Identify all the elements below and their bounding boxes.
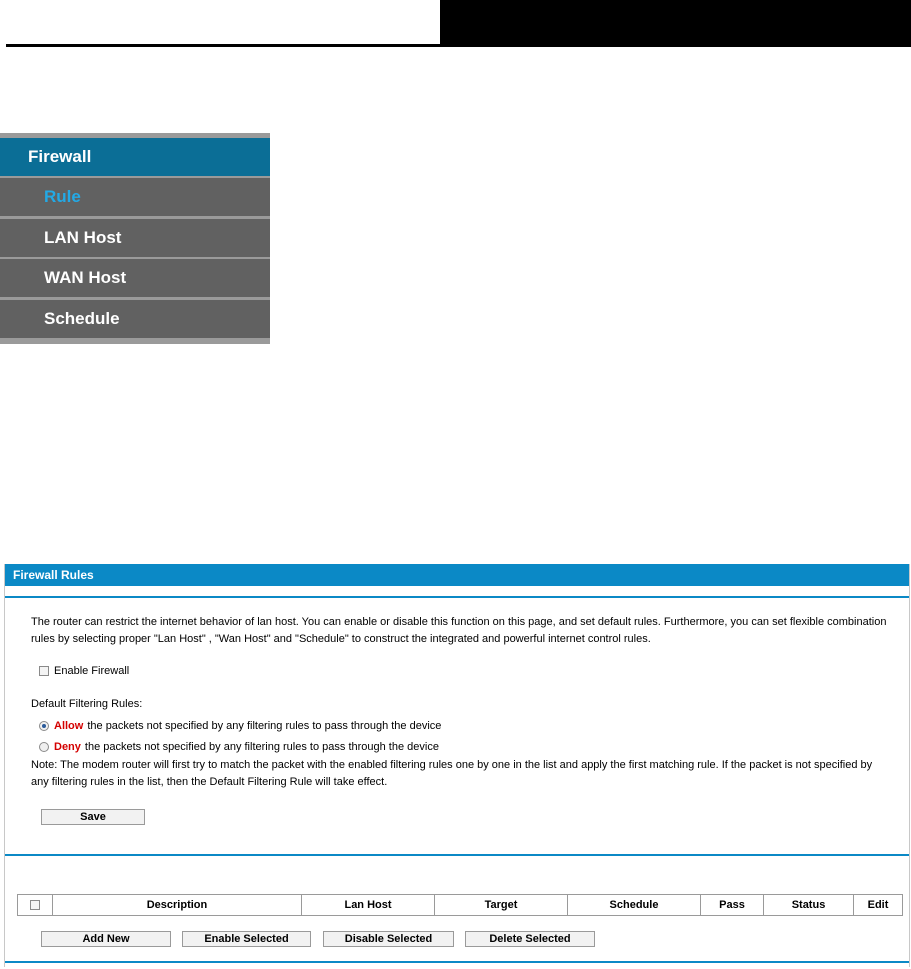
select-all-cell (18, 895, 53, 916)
enable-selected-button[interactable]: Enable Selected (182, 931, 311, 947)
default-rules-label: Default Filtering Rules: (31, 698, 143, 710)
disable-selected-button[interactable]: Disable Selected (323, 931, 454, 947)
deny-radio[interactable] (39, 742, 49, 752)
firewall-menu (0, 133, 270, 344)
divider (5, 961, 909, 963)
select-all-checkbox[interactable] (30, 900, 40, 910)
enable-firewall-row (39, 664, 129, 678)
deny-word: Deny (54, 741, 81, 753)
header-black-bar (440, 0, 911, 47)
col-lan-host: Lan Host (302, 895, 435, 916)
note-text: Note: The modem router will first try to match the packet with the enabled filtering rules one by one in the list and apply the first matching rule. If the packet is not specified by any filtering rules in the list, then the Default Filtering Rule will take effect. (31, 759, 873, 788)
add-new-button[interactable]: Add New (41, 931, 171, 947)
menu-item-wan-host[interactable]: WAN Host (0, 259, 270, 297)
col-target: Target (435, 895, 568, 916)
col-description: Description (53, 895, 302, 916)
col-status: Status (764, 895, 854, 916)
enable-firewall-checkbox[interactable] (39, 666, 49, 676)
menu-item-lan-host[interactable]: LAN Host (0, 219, 270, 257)
menu-item-rule[interactable]: Rule (0, 178, 270, 216)
divider (5, 596, 909, 598)
deny-text: the packets not specified by any filtering rules to pass through the device (84, 741, 439, 753)
col-edit: Edit (854, 895, 903, 916)
enable-firewall-label: Enable Firewall (54, 665, 130, 677)
header-underline (6, 44, 440, 47)
divider (5, 854, 909, 856)
delete-selected-button[interactable]: Delete Selected (465, 931, 595, 947)
menu-item-schedule[interactable]: Schedule (0, 300, 270, 338)
col-schedule: Schedule (568, 895, 701, 916)
panel-description: The router can restrict the internet behavior of lan host. You can enable or disable this function on this page, and set default rules. Furthermore, you can set flexible combination rules by selecting proper "Lan Host" , "Wan Host" and "Schedule" to construct the integrated and powerful internet control rules. (31, 616, 887, 645)
allow-radio[interactable] (39, 721, 49, 731)
menu-header-firewall[interactable]: Firewall (0, 138, 270, 176)
table-header-row (18, 895, 903, 916)
firewall-rules-panel (4, 564, 910, 967)
deny-option (39, 740, 439, 754)
allow-text: the packets not specified by any filtering rules to pass through the device (87, 720, 442, 732)
rules-table (17, 894, 903, 916)
save-button[interactable]: Save (41, 809, 145, 825)
allow-option (39, 719, 441, 733)
panel-title: Firewall Rules (5, 564, 909, 586)
col-pass: Pass (701, 895, 764, 916)
allow-word: Allow (54, 720, 84, 732)
